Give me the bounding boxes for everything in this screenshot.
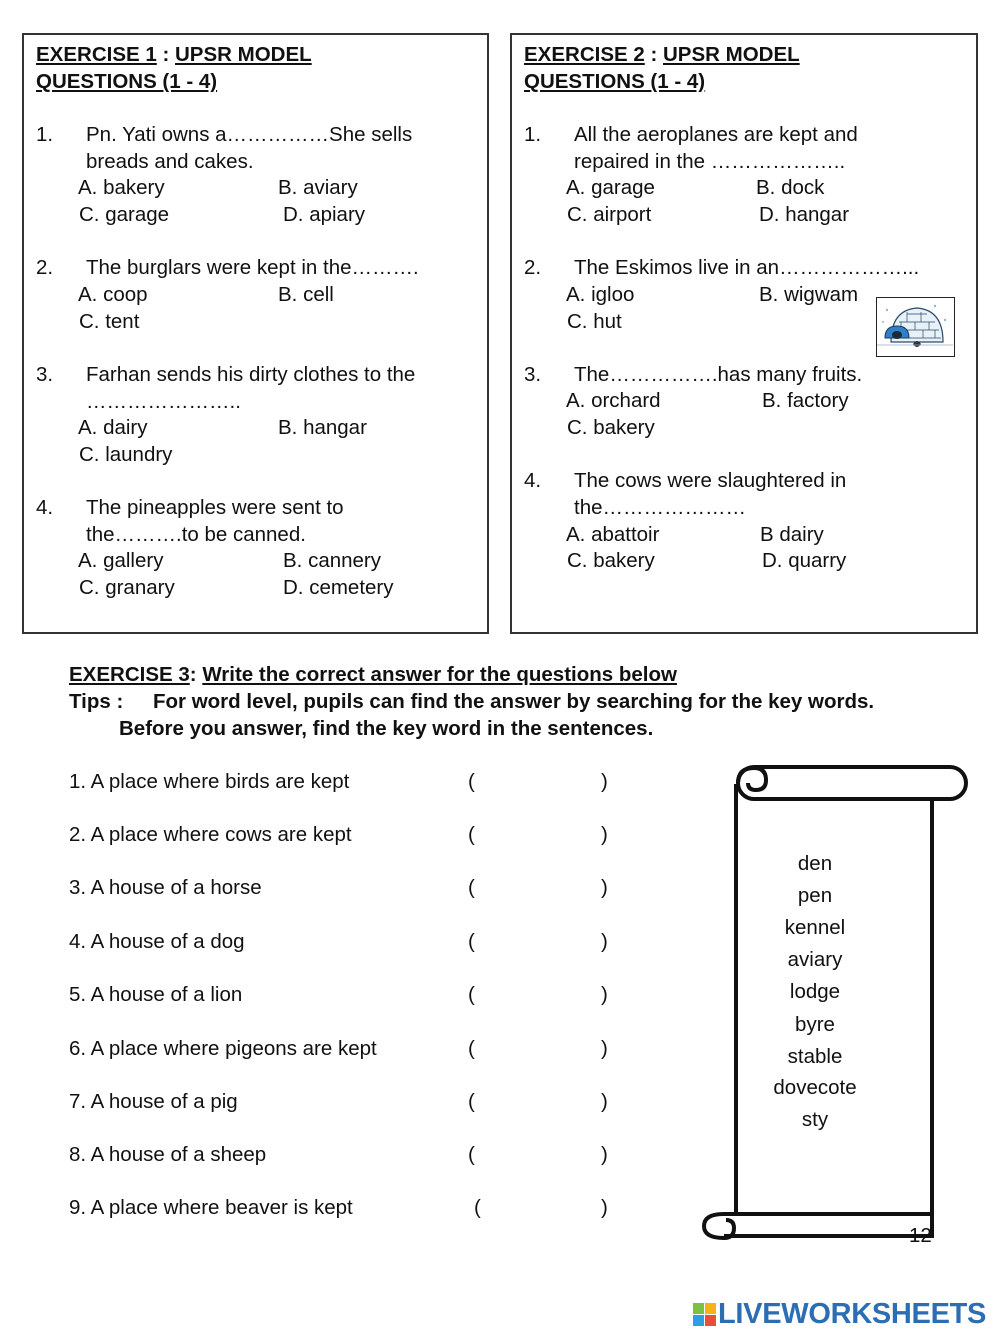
option-b: B dairy — [760, 523, 824, 546]
tips-line-2: Before you answer, find the key word in the sentences. — [119, 717, 654, 740]
question-number: 3. — [36, 363, 54, 386]
word-bank-word: sty — [801, 1108, 829, 1131]
answer-open-paren: ( — [468, 1037, 475, 1060]
exercise-3-item: 6. A place where pigeons are kept — [69, 1037, 377, 1060]
option-b: B. wigwam — [759, 283, 859, 306]
answer-open-paren: ( — [468, 823, 475, 846]
question-number: 1. — [524, 123, 542, 146]
answer-open-paren: ( — [468, 876, 475, 899]
option-b: B. cell — [278, 283, 334, 306]
option-c: C. bakery — [567, 416, 655, 439]
exercise-1-header: EXERCISE 1 : UPSR MODEL — [36, 43, 312, 66]
option-b: B. factory — [762, 389, 849, 412]
option-c: C. airport — [567, 203, 652, 226]
word-bank-word: byre — [795, 1013, 835, 1036]
option-c: C. hut — [567, 310, 622, 333]
question-text: Farhan sends his dirty clothes to the — [86, 363, 416, 386]
word-bank-word: kennel — [784, 916, 846, 939]
question-text: Pn. Yati owns a……………She sells — [86, 123, 413, 146]
page-number: 12 — [909, 1224, 932, 1247]
answer-close-paren: ) — [601, 983, 608, 1006]
word-bank-word: dovecote — [773, 1076, 857, 1099]
igloo-image — [876, 297, 955, 357]
option-d: D. quarry — [762, 549, 847, 572]
option-a: A. bakery — [78, 176, 165, 199]
option-a: A. igloo — [566, 283, 635, 306]
question-text: the………………… — [574, 496, 746, 519]
exercise-3-item: 9. A place where beaver is kept — [69, 1196, 353, 1219]
question-text: The burglars were kept in the………. — [86, 256, 419, 279]
question-text: The pineapples were sent to — [86, 496, 344, 519]
liveworksheets-logo[interactable] — [693, 1294, 986, 1334]
option-b: B. aviary — [278, 176, 358, 199]
option-a: A. gallery — [78, 549, 164, 572]
question-text: The…………….has many fruits. — [574, 363, 863, 386]
option-d: D. apiary — [283, 203, 366, 226]
answer-open-paren: ( — [474, 1196, 481, 1219]
exercise-3-item: 4. A house of a dog — [69, 930, 245, 953]
question-number: 2. — [36, 256, 54, 279]
answer-close-paren: ) — [601, 823, 608, 846]
word-bank-word: lodge — [789, 980, 841, 1003]
scroll-icon — [700, 762, 970, 1252]
option-b: B. cannery — [283, 549, 381, 572]
question-number: 3. — [524, 363, 542, 386]
option-c: C. granary — [79, 576, 175, 599]
option-a: A. dairy — [78, 416, 148, 439]
answer-open-paren: ( — [468, 983, 475, 1006]
tips-line-1: For word level, pupils can find the answer by searching for the key words. — [153, 690, 875, 713]
question-text: ………………….. — [86, 390, 241, 413]
question-number: 4. — [524, 469, 542, 492]
exercise-3-item: 1. A place where birds are kept — [69, 770, 350, 793]
answer-open-paren: ( — [468, 1143, 475, 1166]
exercise-2-header: EXERCISE 2 : UPSR MODEL — [524, 43, 800, 66]
question-number: 2. — [524, 256, 542, 279]
option-c: C. laundry — [79, 443, 173, 466]
answer-open-paren: ( — [468, 770, 475, 793]
answer-close-paren: ) — [601, 1196, 608, 1219]
question-text: repaired in the ……………….. — [574, 150, 846, 173]
tips-label: Tips : — [69, 690, 124, 713]
option-a: A. abattoir — [566, 523, 660, 546]
exercise-3-item: 3. A house of a horse — [69, 876, 262, 899]
exercise-3-item: 5. A house of a lion — [69, 983, 243, 1006]
word-bank-word: stable — [787, 1045, 843, 1068]
answer-close-paren: ) — [601, 770, 608, 793]
word-bank-word: aviary — [787, 948, 843, 971]
option-d: D. cemetery — [283, 576, 394, 599]
option-a: A. garage — [566, 176, 655, 199]
question-text: the……….to be canned. — [86, 523, 306, 546]
question-text: The Eskimos live in an………………... — [574, 256, 920, 279]
exercise-1-header-line2: QUESTIONS (1 - 4) — [36, 70, 218, 93]
option-d: D. hangar — [759, 203, 850, 226]
option-c: C. garage — [79, 203, 170, 226]
option-b: B. dock — [756, 176, 825, 199]
exercise-2-header-line2: QUESTIONS (1 - 4) — [524, 70, 706, 93]
exercise-3-item: 7. A house of a pig — [69, 1090, 238, 1113]
liveworksheets-logo-icon — [693, 1303, 716, 1326]
igloo-icon — [877, 298, 953, 355]
question-number: 1. — [36, 123, 54, 146]
question-text: breads and cakes. — [86, 150, 254, 173]
question-text: All the aeroplanes are kept and — [574, 123, 858, 146]
question-number: 4. — [36, 496, 54, 519]
answer-open-paren: ( — [468, 930, 475, 953]
exercise-3-heading: EXERCISE 3: Write the correct answer for the questions below — [69, 663, 677, 686]
word-bank-word: pen — [797, 884, 833, 907]
answer-close-paren: ) — [601, 930, 608, 953]
option-c: C. bakery — [567, 549, 655, 572]
answer-close-paren: ) — [601, 876, 608, 899]
exercise-3-item: 2. A place where cows are kept — [69, 823, 352, 846]
option-a: A. orchard — [566, 389, 661, 412]
word-bank-word: den — [797, 852, 833, 875]
option-a: A. coop — [78, 283, 148, 306]
answer-close-paren: ) — [601, 1037, 608, 1060]
option-b: B. hangar — [278, 416, 367, 439]
exercise-3-item: 8. A house of a sheep — [69, 1143, 267, 1166]
question-text: The cows were slaughtered in — [574, 469, 847, 492]
brand-name: LIVEWORKSHEETS — [718, 1297, 987, 1330]
option-c: C. tent — [79, 310, 140, 333]
answer-close-paren: ) — [601, 1090, 608, 1113]
answer-close-paren: ) — [601, 1143, 608, 1166]
answer-open-paren: ( — [468, 1090, 475, 1113]
